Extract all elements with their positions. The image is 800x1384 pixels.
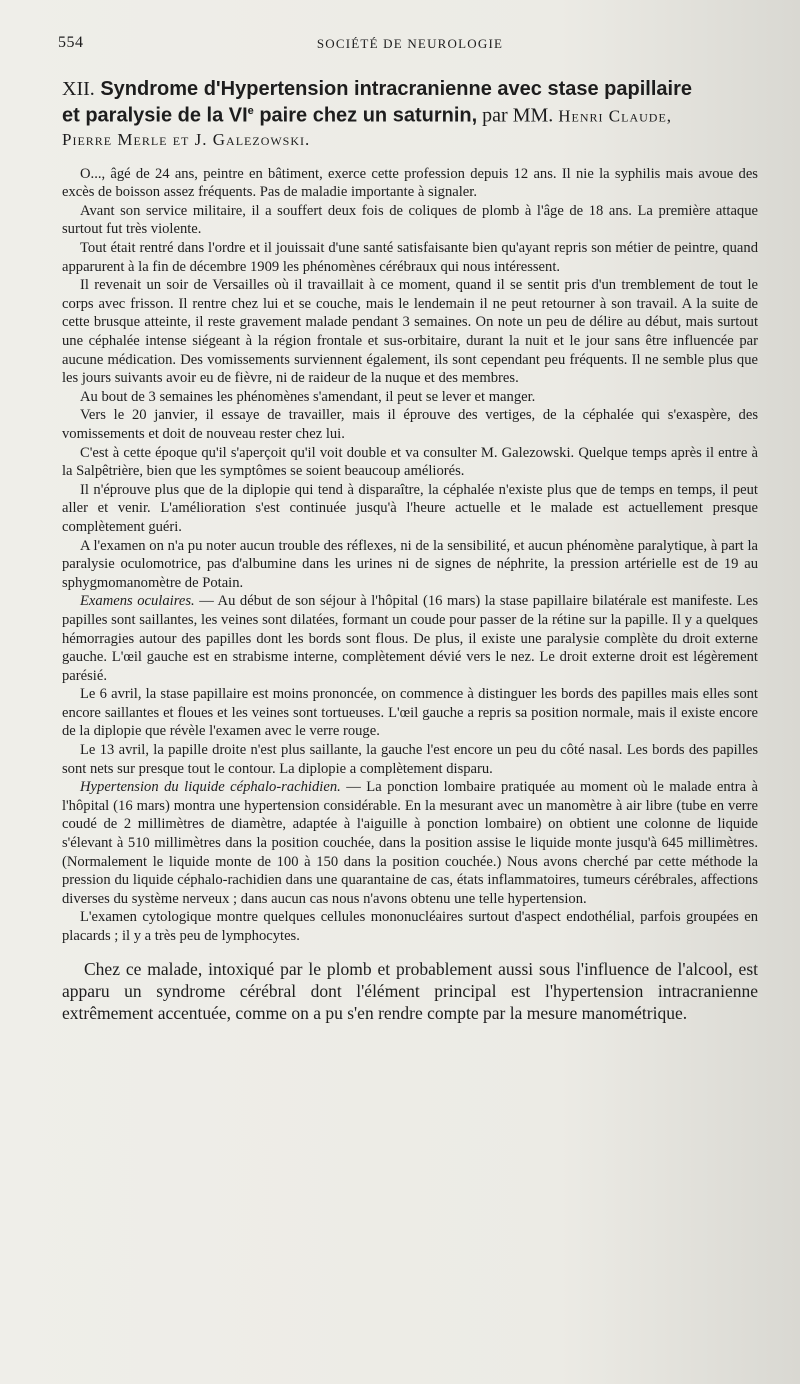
title-line-1: Syndrome d'Hypertension intracranienne avec stase papillaire <box>100 78 692 100</box>
conclusion-text: Chez ce malade, intoxiqué par le plomb et probablement aussi sous l'influence de l'alcool, est apparu un syndrome cérébral dont l'élément principal est l'hypertension intracranienne extrêmement accentuée, comme on a pu s'en rendre compte par la mesure manométrique. <box>62 958 758 1023</box>
author-first: Henri Claude, <box>558 106 673 126</box>
paragraph: Le 6 avril, la stase papillaire est moins prononcée, on commence à distinguer les bords des papilles mais elles sont encore saillantes et floues et les veines sont tortueuses. L'œil gauche a repris sa position normale, mais il existe encore de la diplopie que révèle l'examen avec le verre rouge. <box>62 686 758 740</box>
authors-rest: Pierre Merle et J. Galezowski. <box>62 129 311 149</box>
title-line-2b: paire chez un saturnin, <box>253 104 478 127</box>
paragraph: L'examen cytologique montre quelques cellules mononucléaires surtout d'aspect endothélial, parfois groupées en placards ; il y a très peu de lymphocytes. <box>62 909 758 944</box>
title-by: par MM. <box>477 104 559 127</box>
paragraph: Il n'éprouve plus que de la diplopie qui tend à disparaître, la céphalée n'existe plus que de temps en temps, il peut aller et venir. L'amélioration s'est continuée jusqu'à l'heure actuelle et le malade est actuellement presque complètement guéri. <box>62 481 758 535</box>
article-body <box>62 165 758 946</box>
paragraph: Au bout de 3 semaines les phénomènes s'amendant, il peut se lever et manger. <box>80 388 536 405</box>
paragraph: Vers le 20 janvier, il essaye de travailler, mais il éprouve des vertiges, de la céphalée qui s'exaspère, des vomissements et doit de nouveau rester chez lui. <box>62 407 758 442</box>
section-label: Examens oculaires. <box>80 593 195 610</box>
paragraph: Il revenait un soir de Versailles où il travaillait à ce moment, quand il se sentit pris d'un tremblement de tout le corps avec frisson. Il rentre chez lui et se couche, mais le lendemain il ne peut retourner à son travail. A la suite de cette brusque atteinte, il reste gravement malade pendant 3 semaines. On note un peu de délire au début, mais surtout une céphalée intense siégeant à la région frontale et sus-orbitaire, durant la nuit et le jour sans être influencée par aucune médication. Des vomissements surviennent également, ils sont cependant peu fréquents. Il ne semble plus que les jours suivants avoir eu de fièvre, ni de raideur de la nuque et des membres. <box>62 277 758 387</box>
paragraph-csf-pressure <box>62 778 758 908</box>
paragraph: A l'examen on n'a pu noter aucun trouble des réflexes, ni de la sensibilité, et aucun phénomène paralytique, à part la paralysie oculomotrice, pas d'albumine dans les urines ni de signes de néphrite, la pression artérielle est de 19 au sphygmomanomètre de Potain. <box>62 537 758 591</box>
paragraph-ocular-exams <box>62 592 758 685</box>
paragraph: Avant son service militaire, il a souffert deux fois de coliques de plomb à l'âge de 18 ans. La première attaque surtout fut très violente. <box>62 202 758 238</box>
title-superscript: e <box>247 105 254 117</box>
paragraph: Le 13 avril, la papille droite n'est plus saillante, la gauche l'est encore un peu du côté nasal. Les bords des papilles sont nets sur presque tout le contour. La diplopie a complètement disparu. <box>62 742 758 777</box>
paragraph-text: — Au début de son séjour à l'hôpital (16 mars) la stase papillaire bilatérale est manifeste. Les papilles sont saillantes, les veines sont dilatées, formant un coude pour passer de la rétine sur la papille. Il y a quelques hémorragies autour des papilles dont les bords sont flous. De plus, il existe une paralysie complète du droit externe gauche. L'œil gauche est en strabisme interne, complètement dévié vers le nez. Le droit externe droit est légèrement parésié. <box>62 593 759 684</box>
paragraph: O..., âgé de 24 ans, peintre en bâtiment, exerce cette profession depuis 12 ans. Il nie la syphilis mais avoue des excès de boisson assez fréquents. Pas de maladie importante à signaler. <box>62 165 758 201</box>
paragraph-text: — La ponction lombaire pratiquée au moment où le malade entra à l'hôpital (16 mars) montra une hypertension considérable. En la mesurant avec un manomètre à air libre (tube en verre coudé de 2 millimètres de diamètre, adaptée à l'aiguille à ponction lombaire) on obtient une colonne de liquide s'élevant à 510 millimètres dans la position couchée, dans la position assise le liquide monte jusqu'à 645 millimètres. (Normalement le liquide monte de 100 à 150 dans la position couchée.) Nous avons cherché par cette méthode la pression du liquide céphalo-rachidien dans une quarantaine de cas, états inflammatoires, tumeurs cérébrales, affections diverses du système nerveux ; dans aucun cas nous n'avons obtenu une telle hypertension. <box>62 779 758 907</box>
section-label: Hypertension du liquide céphalo-rachidien. <box>80 779 341 796</box>
journal-title: SOCIÉTÉ DE NEUROLOGIE <box>316 36 504 51</box>
article-title <box>62 78 758 151</box>
conclusion <box>62 958 758 1024</box>
paragraph: Tout était rentré dans l'ordre et il jouissait d'une santé satisfaisante bien qu'ayant repris son métier de peintre, quand apparurent à la fin de décembre 1909 les phénomènes cérébraux qui nous intéressent. <box>62 240 758 275</box>
title-line-2a: et paralysie de la VI <box>62 104 248 127</box>
paragraph: C'est à cette époque qu'il s'aperçoit qu'il voit double et va consulter M. Galezowski. Quelque temps après il entre à la Salpêtrière, bien que les symptômes se soient beaucoup améliorés. <box>62 444 758 480</box>
page-number: 554 <box>58 34 84 51</box>
article-number: XII. <box>62 78 95 100</box>
running-head <box>58 30 758 56</box>
